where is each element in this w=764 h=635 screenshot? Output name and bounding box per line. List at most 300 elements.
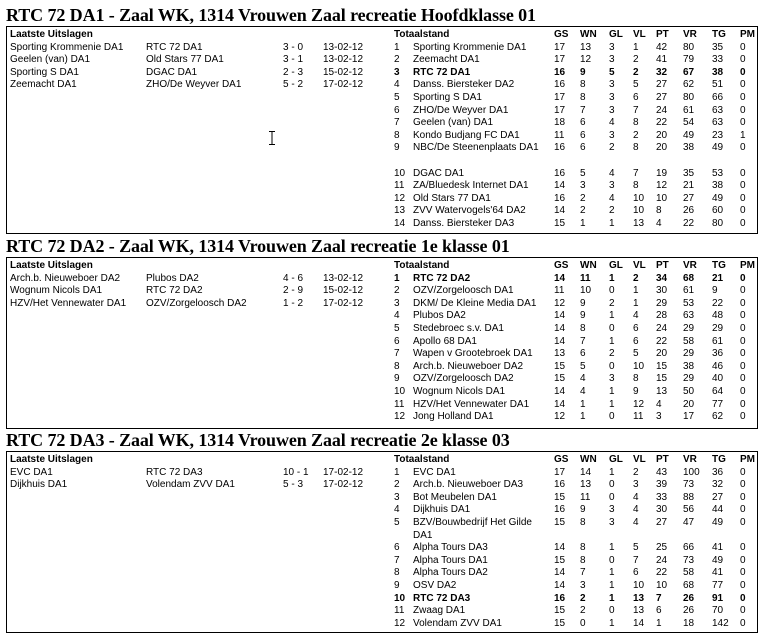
standing-pm: 0 bbox=[740, 554, 746, 566]
standing-tg: 33 bbox=[712, 54, 724, 66]
standing-gl: 0 bbox=[609, 411, 615, 423]
standing-row bbox=[394, 323, 756, 336]
standing-gl: 2 bbox=[609, 205, 615, 217]
result-score: 4 - 6 bbox=[283, 272, 304, 284]
result-home: Arch.b. Nieuweboer DA2 bbox=[10, 272, 121, 284]
standing-team: Zwaag DA1 bbox=[413, 605, 466, 617]
standing-wn: 6 bbox=[580, 142, 586, 154]
standing-pt: 27 bbox=[656, 91, 668, 103]
standing-pm: 0 bbox=[740, 542, 746, 554]
standing-pt: 20 bbox=[656, 142, 668, 154]
standing-gs: 15 bbox=[554, 605, 566, 617]
standing-team: Old Stars 77 DA1 bbox=[413, 192, 491, 204]
standing-tg: 23 bbox=[712, 129, 724, 141]
standing-gs: 16 bbox=[554, 66, 566, 78]
result-row bbox=[10, 298, 390, 311]
standing-gs: 11 bbox=[554, 129, 565, 141]
standing-tg: 80 bbox=[712, 217, 724, 229]
col-tg: TG bbox=[712, 260, 726, 271]
standing-tg: 41 bbox=[712, 567, 724, 579]
standing-vr: 38 bbox=[683, 142, 695, 154]
standing-gl: 3 bbox=[609, 54, 615, 66]
standing-gl: 1 bbox=[609, 310, 615, 322]
standing-pos: 10 bbox=[394, 385, 406, 397]
standing-pt: 30 bbox=[656, 504, 668, 516]
standing-wn: 2 bbox=[580, 592, 586, 604]
col-gs: GS bbox=[554, 29, 569, 40]
standing-gl: 0 bbox=[609, 360, 615, 372]
standing-gs: 14 bbox=[554, 322, 566, 334]
standing-pm: 0 bbox=[740, 348, 746, 360]
standing-row bbox=[394, 504, 756, 517]
standing-gs: 14 bbox=[554, 205, 566, 217]
result-row bbox=[10, 285, 390, 298]
standing-team: Wapen v Grootebroek DA1 bbox=[413, 348, 533, 360]
standing-wn: 5 bbox=[580, 360, 586, 372]
standing-team: OZV/Zorgeloosch DA1 bbox=[413, 285, 514, 297]
standing-pt: 43 bbox=[656, 466, 668, 478]
standing-pos: 5 bbox=[394, 516, 400, 528]
result-away: RTC 72 DA1 bbox=[146, 41, 203, 53]
standing-gl: 1 bbox=[609, 335, 615, 347]
standing-vr: 20 bbox=[683, 398, 695, 410]
result-date: 13-02-12 bbox=[323, 272, 364, 284]
standing-pos: 12 bbox=[394, 411, 406, 423]
standing-pos: 7 bbox=[394, 554, 400, 566]
standing-gs: 15 bbox=[554, 554, 566, 566]
standing-gl: 0 bbox=[609, 554, 615, 566]
standing-pm: 0 bbox=[740, 373, 746, 385]
standing-vl: 1 bbox=[633, 297, 639, 309]
standing-pos: 5 bbox=[394, 91, 400, 103]
standing-tg: 38 bbox=[712, 66, 724, 78]
standing-wn: 9 bbox=[580, 66, 586, 78]
standing-pos: 2 bbox=[394, 285, 400, 297]
standing-pos: 1 bbox=[394, 466, 400, 478]
standing-gs: 15 bbox=[554, 360, 566, 372]
result-home: Sporting Krommenie DA1 bbox=[10, 41, 124, 53]
standing-vl: 13 bbox=[633, 605, 645, 617]
result-away: OZV/Zorgeloosch DA2 bbox=[146, 297, 247, 309]
standing-row bbox=[394, 142, 756, 167]
result-score: 2 - 3 bbox=[283, 66, 304, 78]
standing-tg: 44 bbox=[712, 504, 724, 516]
standing-vr: 68 bbox=[683, 579, 695, 591]
result-row bbox=[10, 67, 390, 80]
result-away: Volendam ZVV DA1 bbox=[146, 479, 235, 491]
standing-team: RTC 72 DA2 bbox=[413, 272, 471, 284]
result-home: Geelen (van) DA1 bbox=[10, 54, 91, 66]
standing-pm: 0 bbox=[740, 285, 746, 297]
standing-vl: 8 bbox=[633, 117, 639, 129]
standing-pt: 27 bbox=[656, 79, 668, 91]
standing-wn: 10 bbox=[580, 285, 592, 297]
standing-tg: 38 bbox=[712, 180, 724, 192]
standing-vr: 49 bbox=[683, 129, 695, 141]
standing-tg: 49 bbox=[712, 192, 724, 204]
standing-team: Sporting Krommenie DA1 bbox=[413, 41, 527, 53]
section-title: RTC 72 DA2 - Zaal WK, 1314 Vrouwen Zaal recreatie 1e klasse 01 bbox=[6, 236, 510, 256]
standing-row bbox=[394, 92, 756, 105]
standing-vl: 1 bbox=[633, 285, 639, 297]
standing-vr: 79 bbox=[683, 54, 695, 66]
standing-gl: 0 bbox=[609, 479, 615, 491]
standing-vl: 13 bbox=[633, 217, 645, 229]
standing-vl: 9 bbox=[633, 385, 639, 397]
standing-team: Plubos DA2 bbox=[413, 310, 466, 322]
results-column bbox=[10, 454, 390, 492]
standing-gl: 1 bbox=[609, 466, 615, 478]
standing-row bbox=[394, 348, 756, 361]
standing-gl: 1 bbox=[609, 617, 615, 629]
standing-wn: 8 bbox=[580, 91, 586, 103]
standing-gl: 1 bbox=[609, 272, 615, 284]
standing-pt: 24 bbox=[656, 104, 668, 116]
standing-vl: 10 bbox=[633, 192, 645, 204]
section-box bbox=[6, 26, 758, 234]
standing-row bbox=[394, 168, 756, 181]
standing-wn: 4 bbox=[580, 385, 586, 397]
standing-pt: 19 bbox=[656, 167, 668, 179]
standing-row bbox=[394, 542, 756, 555]
result-home: EVC DA1 bbox=[10, 466, 53, 478]
standing-wn: 3 bbox=[580, 579, 586, 591]
standing-gs: 12 bbox=[554, 297, 566, 309]
standing-pm: 0 bbox=[740, 491, 746, 503]
result-date: 13-02-12 bbox=[323, 54, 364, 66]
standings-list bbox=[394, 467, 756, 631]
standing-pos: 9 bbox=[394, 142, 400, 154]
standing-row bbox=[394, 373, 756, 386]
standing-row bbox=[394, 67, 756, 80]
standing-tg: 27 bbox=[712, 491, 724, 503]
standing-gs: 15 bbox=[554, 617, 566, 629]
standing-pos: 12 bbox=[394, 192, 406, 204]
standing-wn: 0 bbox=[580, 617, 586, 629]
standing-pos: 4 bbox=[394, 310, 400, 322]
standing-pm: 0 bbox=[740, 167, 746, 179]
standing-team: BZV/Bouwbedrijf Het Gilde DA1 bbox=[413, 516, 532, 541]
standing-gl: 0 bbox=[609, 491, 615, 503]
standing-gs: 15 bbox=[554, 217, 566, 229]
standing-wn: 7 bbox=[580, 104, 586, 116]
standing-vr: 56 bbox=[683, 504, 695, 516]
standing-gl: 4 bbox=[609, 192, 615, 204]
standing-team: ZA/Bluedesk Internet DA1 bbox=[413, 180, 529, 192]
standing-pos: 10 bbox=[394, 592, 406, 604]
standing-vl: 12 bbox=[633, 398, 645, 410]
standing-pm: 0 bbox=[740, 605, 746, 617]
standings-header-row bbox=[394, 260, 756, 273]
standing-row bbox=[394, 298, 756, 311]
standing-wn: 6 bbox=[580, 348, 586, 360]
standing-pos: 3 bbox=[394, 491, 400, 503]
result-home: Dijkhuis DA1 bbox=[10, 479, 68, 491]
standing-gs: 17 bbox=[554, 41, 566, 53]
standing-pt: 10 bbox=[656, 192, 668, 204]
standing-tg: 46 bbox=[712, 360, 724, 372]
standing-vr: 50 bbox=[683, 385, 695, 397]
standing-pt: 4 bbox=[656, 398, 662, 410]
standing-pt: 22 bbox=[656, 567, 668, 579]
standing-gl: 2 bbox=[609, 348, 615, 360]
standing-vr: 26 bbox=[683, 205, 695, 217]
standing-tg: 60 bbox=[712, 205, 724, 217]
standing-pos: 4 bbox=[394, 504, 400, 516]
standing-pt: 29 bbox=[656, 297, 668, 309]
standing-vl: 7 bbox=[633, 554, 639, 566]
section-title: RTC 72 DA3 - Zaal WK, 1314 Vrouwen Zaal recreatie 2e klasse 03 bbox=[6, 430, 510, 450]
standing-pt: 15 bbox=[656, 360, 668, 372]
standing-pm: 0 bbox=[740, 41, 746, 53]
standing-vr: 26 bbox=[683, 605, 695, 617]
standing-team: EVC DA1 bbox=[413, 466, 456, 478]
standing-pm: 0 bbox=[740, 617, 746, 629]
standing-tg: 32 bbox=[712, 479, 724, 491]
standing-vr: 58 bbox=[683, 567, 695, 579]
standing-row bbox=[394, 310, 756, 323]
standing-row bbox=[394, 54, 756, 67]
col-pm: PM bbox=[740, 260, 755, 271]
standing-vr: 80 bbox=[683, 91, 695, 103]
standing-pos: 14 bbox=[394, 217, 406, 229]
standing-gl: 1 bbox=[609, 542, 615, 554]
result-row bbox=[10, 79, 390, 92]
results-list bbox=[10, 42, 390, 92]
result-row bbox=[10, 467, 390, 480]
results-header: Laatste Uitslagen bbox=[10, 29, 93, 40]
standing-vl: 11 bbox=[633, 411, 644, 423]
standing-tg: 21 bbox=[712, 272, 724, 284]
standing-row bbox=[394, 180, 756, 193]
standing-pt: 22 bbox=[656, 335, 668, 347]
result-date: 17-02-12 bbox=[323, 466, 364, 478]
standing-pos: 1 bbox=[394, 272, 400, 284]
standing-row bbox=[394, 467, 756, 480]
standing-pt: 32 bbox=[656, 66, 668, 78]
result-date: 13-02-12 bbox=[323, 41, 364, 53]
standing-vr: 27 bbox=[683, 192, 695, 204]
standing-vr: 29 bbox=[683, 373, 695, 385]
standing-vr: 61 bbox=[683, 285, 695, 297]
standing-team: Sporting S DA1 bbox=[413, 91, 482, 103]
standing-wn: 3 bbox=[580, 180, 586, 192]
standing-pt: 7 bbox=[656, 592, 662, 604]
standings-header-row bbox=[394, 454, 756, 467]
result-away: RTC 72 DA2 bbox=[146, 285, 203, 297]
standing-vr: 68 bbox=[683, 272, 695, 284]
standing-row bbox=[394, 105, 756, 118]
standing-wn: 9 bbox=[580, 504, 586, 516]
standing-gs: 17 bbox=[554, 466, 566, 478]
standing-tg: 35 bbox=[712, 41, 724, 53]
standings-list bbox=[394, 273, 756, 424]
standing-team: RTC 72 DA3 bbox=[413, 592, 471, 604]
standing-pm: 0 bbox=[740, 180, 746, 192]
standing-team: Zeemacht DA1 bbox=[413, 54, 480, 66]
col-vr: VR bbox=[683, 29, 697, 40]
standing-team: RTC 72 DA1 bbox=[413, 66, 471, 78]
standing-vl: 2 bbox=[633, 466, 639, 478]
standing-vl: 4 bbox=[633, 504, 639, 516]
standing-pos: 7 bbox=[394, 348, 400, 360]
standings-column bbox=[394, 454, 756, 630]
standing-pm: 0 bbox=[740, 466, 746, 478]
standing-pos: 6 bbox=[394, 542, 400, 554]
standing-team: Kondo Budjang FC DA1 bbox=[413, 129, 520, 141]
col-gl: GL bbox=[609, 29, 623, 40]
standing-gs: 16 bbox=[554, 79, 566, 91]
standing-vl: 4 bbox=[633, 516, 639, 528]
standing-vl: 8 bbox=[633, 142, 639, 154]
standing-pt: 39 bbox=[656, 479, 668, 491]
standing-gs: 13 bbox=[554, 348, 566, 360]
col-tg: TG bbox=[712, 454, 726, 465]
col-tg: TG bbox=[712, 29, 726, 40]
standing-pm: 0 bbox=[740, 322, 746, 334]
standing-row bbox=[394, 386, 756, 399]
standing-gl: 1 bbox=[609, 398, 615, 410]
standing-team: Stedebroec s.v. DA1 bbox=[413, 322, 504, 334]
standing-gl: 1 bbox=[609, 567, 615, 579]
standing-team: Volendam ZVV DA1 bbox=[413, 617, 502, 629]
standing-gs: 16 bbox=[554, 504, 566, 516]
standing-tg: 51 bbox=[712, 79, 724, 91]
standing-gs: 14 bbox=[554, 398, 566, 410]
standing-pos: 7 bbox=[394, 117, 400, 129]
col-pt: PT bbox=[656, 29, 669, 40]
standing-wn: 13 bbox=[580, 479, 592, 491]
standing-tg: 48 bbox=[712, 310, 724, 322]
result-away: DGAC DA1 bbox=[146, 66, 198, 78]
standing-team: DGAC DA1 bbox=[413, 167, 465, 179]
col-wn: WN bbox=[580, 29, 597, 40]
standing-gs: 11 bbox=[554, 285, 565, 297]
standing-team: ZVV Watervogels'64 DA2 bbox=[413, 205, 526, 217]
section-box bbox=[6, 257, 758, 429]
standing-pt: 41 bbox=[656, 54, 668, 66]
standing-vr: 73 bbox=[683, 479, 695, 491]
standing-team: OSV DA2 bbox=[413, 579, 457, 591]
standing-wn: 14 bbox=[580, 466, 592, 478]
standing-pm: 0 bbox=[740, 142, 746, 154]
result-score: 5 - 3 bbox=[283, 479, 304, 491]
result-date: 17-02-12 bbox=[323, 79, 364, 91]
col-pm: PM bbox=[740, 29, 755, 40]
standing-pt: 10 bbox=[656, 579, 668, 591]
standing-pt: 12 bbox=[656, 180, 668, 192]
result-home: HZV/Het Vennewater DA1 bbox=[10, 297, 127, 309]
standing-tg: 49 bbox=[712, 142, 724, 154]
standing-vr: 88 bbox=[683, 491, 695, 503]
standing-pos: 9 bbox=[394, 579, 400, 591]
standing-vr: 26 bbox=[683, 592, 695, 604]
standing-team: OZV/Zorgeloosch DA2 bbox=[413, 373, 514, 385]
standing-pos: 8 bbox=[394, 360, 400, 372]
standing-tg: 49 bbox=[712, 554, 724, 566]
standing-gs: 17 bbox=[554, 91, 566, 103]
standings-header: Totaalstand bbox=[394, 29, 450, 40]
standing-gl: 3 bbox=[609, 41, 615, 53]
col-pt: PT bbox=[656, 260, 669, 271]
standing-team: ZHO/De Weyver DA1 bbox=[413, 104, 509, 116]
standing-wn: 1 bbox=[580, 398, 586, 410]
standing-vr: 100 bbox=[683, 466, 700, 478]
standing-gs: 14 bbox=[554, 180, 566, 192]
standing-gs: 14 bbox=[554, 385, 566, 397]
standing-pt: 13 bbox=[656, 385, 668, 397]
standing-vl: 5 bbox=[633, 79, 639, 91]
standing-gl: 3 bbox=[609, 79, 615, 91]
result-row bbox=[10, 273, 390, 286]
standing-team: Geelen (van) DA1 bbox=[413, 117, 494, 129]
standing-pm: 1 bbox=[740, 129, 746, 141]
result-away: Plubos DA2 bbox=[146, 272, 199, 284]
results-column bbox=[10, 260, 390, 310]
standing-vr: 29 bbox=[683, 348, 695, 360]
standing-gl: 1 bbox=[609, 579, 615, 591]
standing-pt: 20 bbox=[656, 348, 668, 360]
col-gl: GL bbox=[609, 454, 623, 465]
standings-column bbox=[394, 29, 756, 231]
standing-pt: 34 bbox=[656, 272, 668, 284]
standing-vr: 35 bbox=[683, 167, 695, 179]
standing-tg: 29 bbox=[712, 322, 724, 334]
standing-pt: 22 bbox=[656, 117, 668, 129]
standing-row bbox=[394, 130, 756, 143]
standing-row bbox=[394, 336, 756, 349]
standing-row bbox=[394, 218, 756, 231]
result-score: 5 - 2 bbox=[283, 79, 304, 91]
col-gl: GL bbox=[609, 260, 623, 271]
section-da3 bbox=[6, 429, 758, 633]
standing-gl: 1 bbox=[609, 592, 615, 604]
standing-pm: 0 bbox=[740, 479, 746, 491]
result-score: 3 - 1 bbox=[283, 54, 304, 66]
standing-vr: 22 bbox=[683, 217, 695, 229]
standing-vl: 4 bbox=[633, 491, 639, 503]
standing-row bbox=[394, 517, 756, 542]
standing-tg: 9 bbox=[712, 285, 718, 297]
standing-vl: 4 bbox=[633, 310, 639, 322]
standing-pm: 0 bbox=[740, 91, 746, 103]
standing-vl: 7 bbox=[633, 104, 639, 116]
standings-column bbox=[394, 260, 756, 424]
standing-gl: 0 bbox=[609, 285, 615, 297]
standing-vr: 18 bbox=[683, 617, 695, 629]
standing-vr: 47 bbox=[683, 516, 695, 528]
standing-tg: 70 bbox=[712, 605, 724, 617]
standing-vr: 62 bbox=[683, 79, 695, 91]
standings-list bbox=[394, 42, 756, 231]
standing-row bbox=[394, 79, 756, 92]
standing-vr: 66 bbox=[683, 542, 695, 554]
standing-gs: 16 bbox=[554, 192, 566, 204]
standing-row bbox=[394, 492, 756, 505]
col-vl: VL bbox=[633, 454, 646, 465]
standing-gs: 14 bbox=[554, 272, 566, 284]
col-vr: VR bbox=[683, 454, 697, 465]
standing-vl: 10 bbox=[633, 205, 645, 217]
standing-vl: 8 bbox=[633, 373, 639, 385]
standing-vr: 29 bbox=[683, 322, 695, 334]
result-row bbox=[10, 479, 390, 492]
standing-pos: 6 bbox=[394, 104, 400, 116]
standing-pm: 0 bbox=[740, 567, 746, 579]
standing-pm: 0 bbox=[740, 297, 746, 309]
standing-vl: 3 bbox=[633, 479, 639, 491]
standing-vl: 2 bbox=[633, 66, 639, 78]
